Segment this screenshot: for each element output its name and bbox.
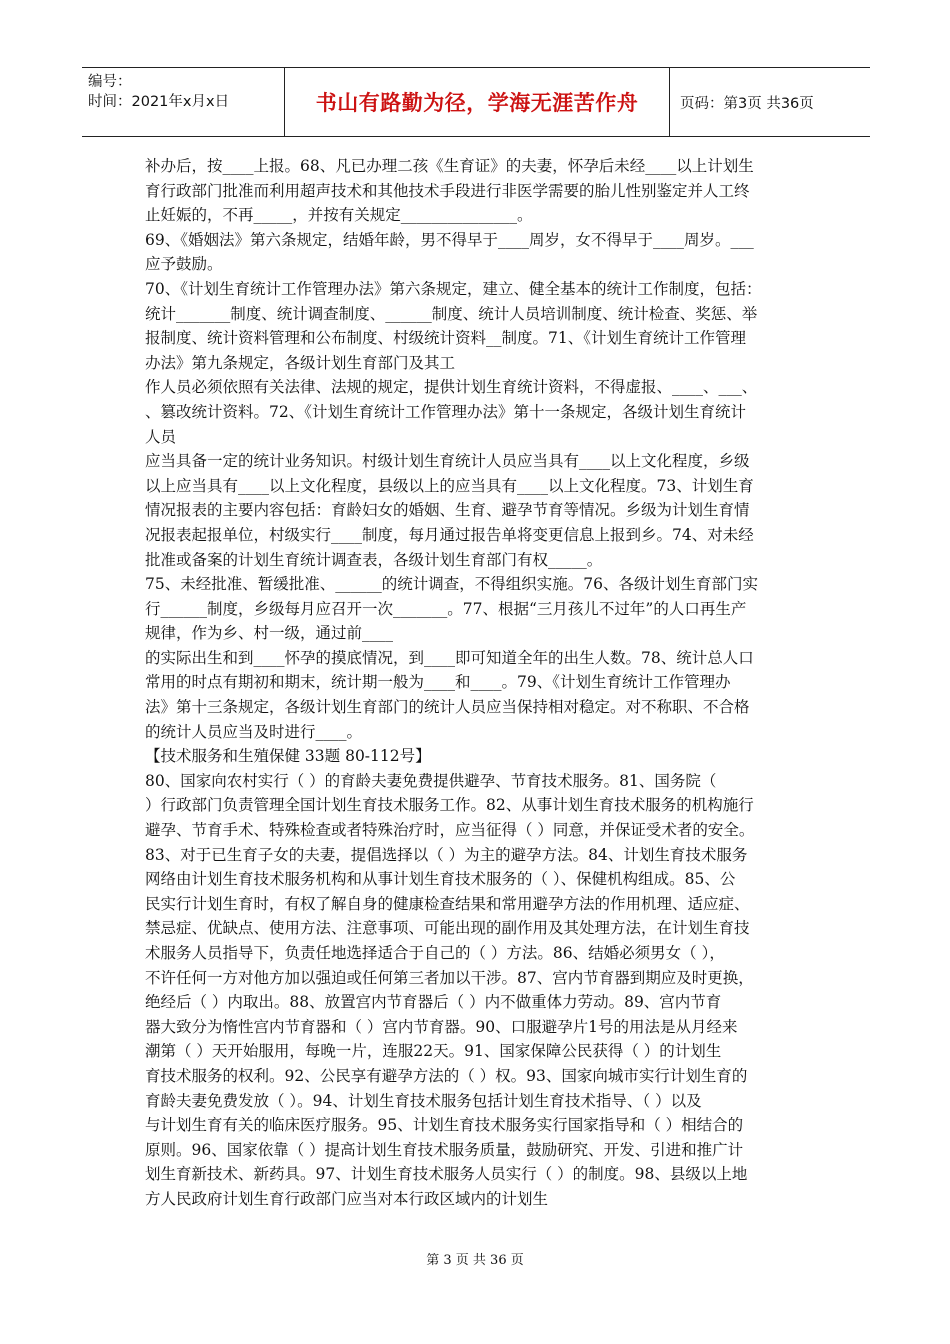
document-body [145,154,825,1212]
body-text-line: 人员 [145,427,177,446]
body-text-line: 70、《计划生育统计工作管理办法》第六条规定，建立、健全基本的统计工作制度，包括： [145,279,762,298]
body-text-line: 83、对于已生育子女的夫妻，提倡选择以（ ）为主的避孕方法。84、计划生育技术服务 [145,845,748,864]
body-text-line: 法》第十三条规定，各级计划生育部门的统计人员应当保持相对稳定。对不称职、不合格 [145,698,750,717]
body-text-line: 常用的时点有期初和期末，统计期一般为____和____。79、《计划生育统计工作管理办 [145,673,731,692]
body-text-line: 与计划生育有关的临床医疗服务。95、计划生育技术服务实行国家指导和（ ）相结合的 [145,1116,744,1135]
body-text-line: 不许任何一方对他方加以强迫或任何第三者加以干涉。87、宫内节育器到期应及时更换， [145,968,754,987]
body-text-line: 补办后，按____上报。68、凡已办理二孩《生育证》的夫妻，怀孕后未经____以上计划生 [145,157,754,175]
footer-page-number: 第 3 页 共 36 页 [426,1253,524,1268]
body-text-line: 【技术服务和生殖保健 33题 80-112号】 [145,747,431,766]
body-text-line: 规律，作为乡、村一级，通过前____ [145,624,394,643]
page-footer [0,1249,950,1268]
body-text-line: 止妊娠的，不再_____，并按有关规定_______________。 [145,206,533,225]
header-meta-cell [82,68,285,136]
body-text-line: 况报表起报单位，村级实行____制度，每月通过报告单将变更信息上报到乡。74、对未经 [145,525,754,544]
body-text-line: 报制度、统计资料管理和公布制度、村级统计资料__制度。71、《计划生育统计工作管理 [145,329,746,348]
body-text-line: 应予鼓励。 [145,255,223,274]
body-text-line: 的统计人员应当及时进行____。 [145,722,363,741]
body-text-line: 育行政部门批准而利用超声技术和其他技术手段进行非医学需要的胎儿性别鉴定并人工终 [145,181,750,200]
body-text-line: 禁忌症、优缺点、使用方法、注意事项、可能出现的副作用及其处理方法，在计划生育技 [145,919,750,938]
body-text-line: 69、《婚姻法》第六条规定，结婚年龄，男不得早于____周岁，女不得早于____周岁。___ [145,230,754,249]
body-text-line: 应当具备一定的统计业务知识。村级计划生育统计人员应当具有____以上文化程度，乡级 [145,452,750,471]
body-text-line: 作人员必须依照有关法律、法规的规定，提供计划生育统计资料，不得虚报、____、___、 [145,378,758,397]
body-text-line: 80、国家向农村实行（ ）的育龄夫妻免费提供避孕、节育技术服务。81、国务院（ [145,771,717,790]
body-text-line: 育技术服务的权利。92、公民享有避孕方法的（ ）权。93、国家向城市实行计划生育的 [145,1066,748,1085]
body-text-line: 方人民政府计划生育行政部门应当对本行政区域内的计划生 [145,1189,549,1208]
body-text-line: 术服务人员指导下，负责任地选择适合于自己的（ ）方法。86、结婚必须男女（ ）， [145,944,725,962]
body-text-line: 潮第（ ）天开始服用，每晚一片，连服22天。91、国家保障公民获得（ ）的计划生 [145,1042,722,1061]
document-date-label: 时间：2021年x月x日 [88,94,230,110]
document-header [82,67,870,137]
header-page-info: 页码：第3页 共36页 [680,95,814,112]
body-text-line: 75、未经批准、暂缓批准、______的统计调查，不得组织实施。76、各级计划生育部门实 [145,575,758,594]
body-text-line: 育龄夫妻免费发放（ ）。94、计划生育技术服务包括计划生育技术指导、（ ）以及 [145,1091,702,1110]
body-text-line: 避孕、节育手术、特殊检查或者特殊治疗时，应当征得（ ）同意，并保证受术者的安全。 [145,821,755,840]
body-text-line: 行______制度，乡级每月应召开一次_______。77、根据“三月孩儿不过年”的人口再生产 [145,599,747,618]
body-text-line: 情况报表的主要内容包括：育龄妇女的婚姻、生育、避孕节育等情况。乡级为计划生育情 [145,501,750,520]
header-motto-cell [285,68,670,136]
header-motto: 书山有路勤为径，学海无涯苦作舟 [315,91,639,115]
header-page-cell [670,68,870,136]
body-text-line: 绝经后（ ）内取出。88、放置宫内节育器后（ ）内不做重体力劳动。89、宫内节育 [145,993,722,1012]
body-text-line: 的实际出生和到____怀孕的摸底情况，到____即可知道全年的出生人数。78、统计总人口 [145,648,754,667]
body-text-line: 原则。96、国家依靠（ ）提高计划生育技术服务质量，鼓励研究、开发、引进和推广计 [145,1140,744,1159]
body-text-line: 民实行计划生育时，有权了解自身的健康检查结果和常用避孕方法的作用机理、适应症、 [145,894,750,913]
body-text-line: 网络由计划生育技术服务机构和从事计划生育技术服务的（ ）、保健机构组成。85、公 [145,870,736,889]
body-text-line: 办法》第九条规定，各级计划生育部门及其工 [145,353,456,372]
body-text-line: 统计_______制度、统计调查制度、______制度、统计人员培训制度、统计检查、奖惩、举 [145,304,758,323]
body-text-line: 以上应当具有____以上文化程度，县级以上的应当具有____以上文化程度。73、计划生育 [145,476,754,495]
body-text-line: 、篡改统计资料。72、《计划生育统计工作管理办法》第十一条规定，各级计划生育统计 [145,402,746,421]
body-text-line: 批准或备案的计划生育统计调查表，各级计划生育部门有权_____。 [145,550,603,569]
body-text-line: 器大致分为惰性宫内节育器和（ ）宫内节育器。90、口服避孕片1号的用法是从月经来 [145,1017,738,1036]
document-number-label: 编号： [88,74,132,90]
body-text-line: 划生育新技术、新药具。97、计划生育技术服务人员实行（ ）的制度。98、县级以上地 [145,1165,748,1184]
body-text-line: ）行政部门负责管理全国计划生育技术服务工作。82、从事计划生育技术服务的机构施行 [145,796,754,815]
